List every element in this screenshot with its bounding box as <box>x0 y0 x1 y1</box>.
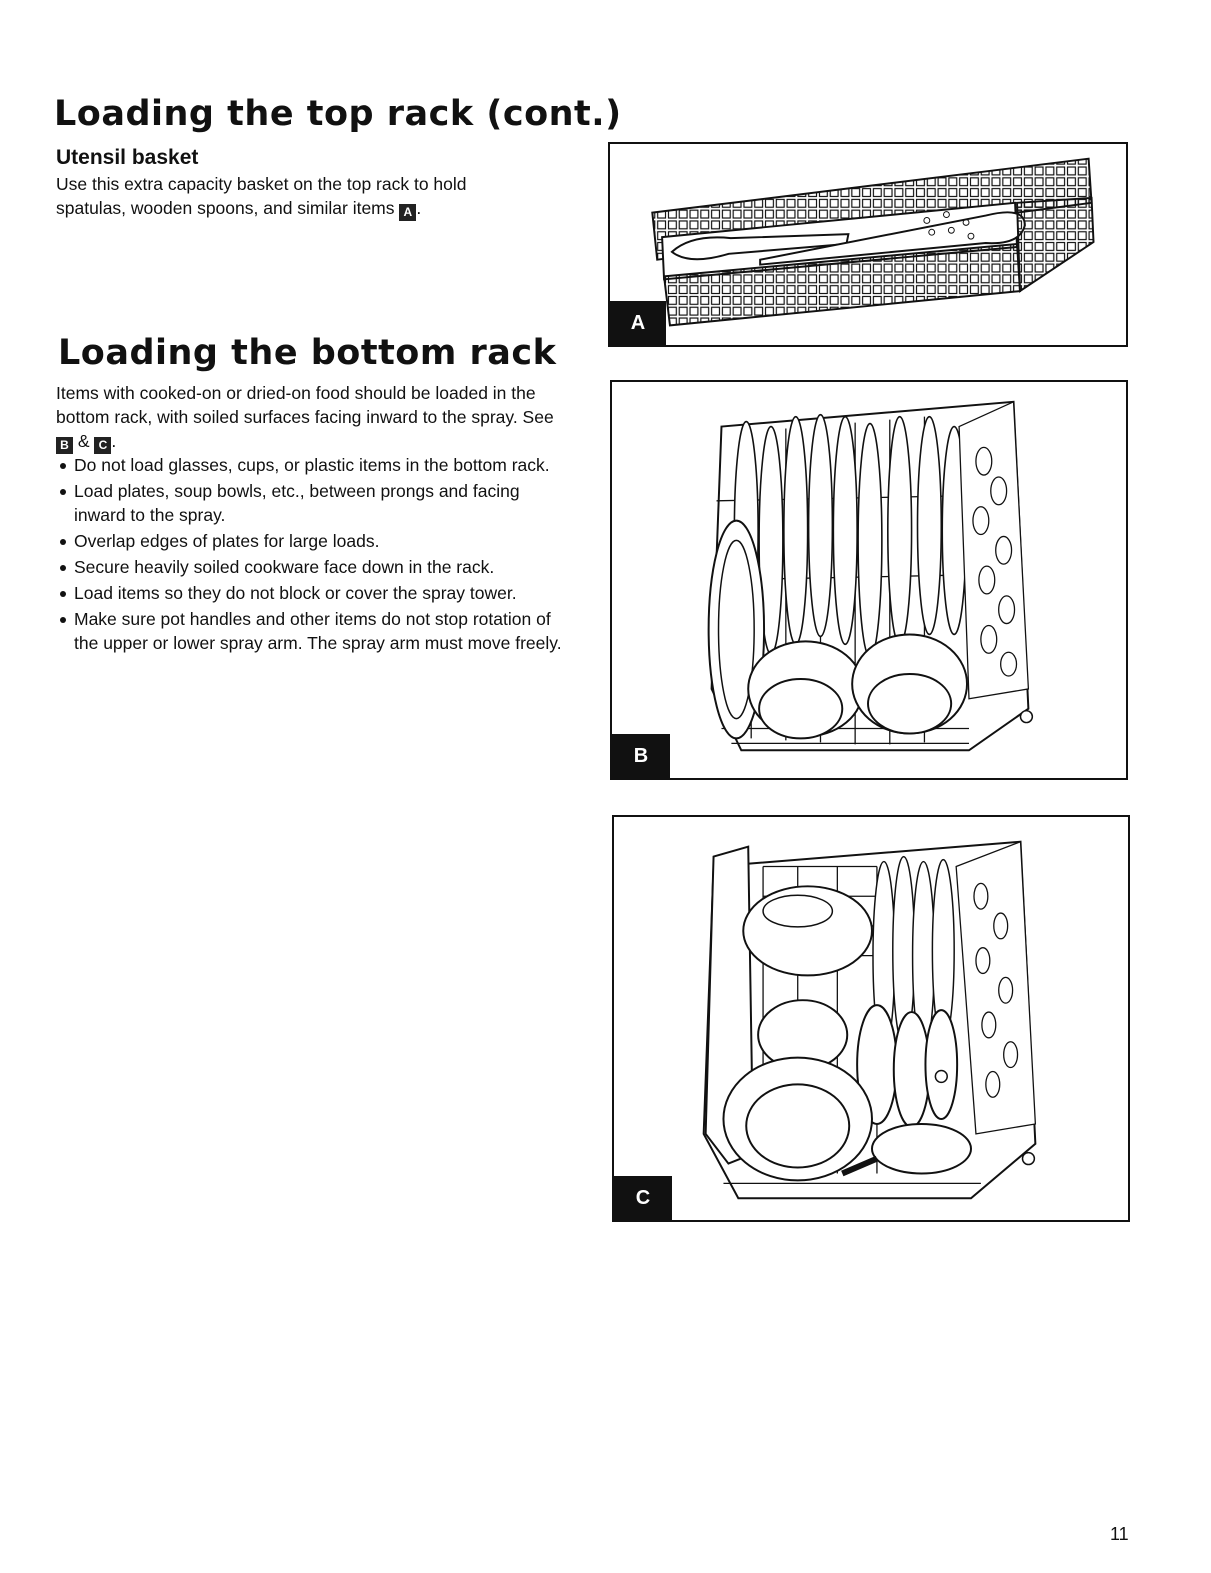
ref-badge-b: B <box>56 437 73 454</box>
utensil-basket-text <box>56 172 536 221</box>
bottom-rack-intro <box>56 381 556 454</box>
bullet-item: Do not load glasses, cups, or plastic items in the bottom rack. <box>58 453 568 477</box>
utensil-basket-text-body: Use this extra capacity basket on the top rack to hold spatulas, wooden spoons, and similar items <box>56 174 467 218</box>
figure-a-utensil-basket <box>608 142 1128 347</box>
ref-badge-a: A <box>399 204 416 221</box>
bullet-item: Load plates, soup bowls, etc., between prongs and facing inward to the spray. <box>58 479 568 527</box>
bullet-item: Load items so they do not block or cover the spray tower. <box>58 581 568 605</box>
bullet-item: Make sure pot handles and other items do not stop rotation of the upper or lower spray arm. The spray arm must move freely. <box>58 607 568 655</box>
bottom-rack-plates-illustration <box>612 382 1126 778</box>
bottom-rack-intro-end: . <box>111 431 117 451</box>
utensil-basket-text-end: . <box>416 198 422 218</box>
figure-b-bottom-rack-plates <box>610 380 1128 780</box>
bottom-rack-intro-body: Items with cooked-on or dried-on food should be loaded in the bottom rack, with soiled surfaces facing inward to the spray. See <box>56 383 554 427</box>
page-number: 11 <box>1110 1524 1129 1544</box>
subheading-utensil-basket: Utensil basket <box>56 146 199 169</box>
ref-ampersand: & <box>73 431 95 451</box>
heading-top-rack: Loading the top rack (cont.) <box>54 94 622 134</box>
figure-label-c: C <box>614 1176 672 1220</box>
utensil-basket-illustration <box>610 144 1126 345</box>
figure-label-b: B <box>612 734 670 778</box>
heading-bottom-rack: Loading the bottom rack <box>58 333 557 373</box>
bottom-rack-bullet-list <box>58 453 568 657</box>
bullet-item: Overlap edges of plates for large loads. <box>58 529 568 553</box>
ref-badge-c: C <box>94 437 111 454</box>
bottom-rack-cookware-illustration <box>614 817 1128 1220</box>
figure-c-bottom-rack-cookware <box>612 815 1130 1222</box>
bullet-item: Secure heavily soiled cookware face down in the rack. <box>58 555 568 579</box>
figure-label-a: A <box>610 301 666 345</box>
